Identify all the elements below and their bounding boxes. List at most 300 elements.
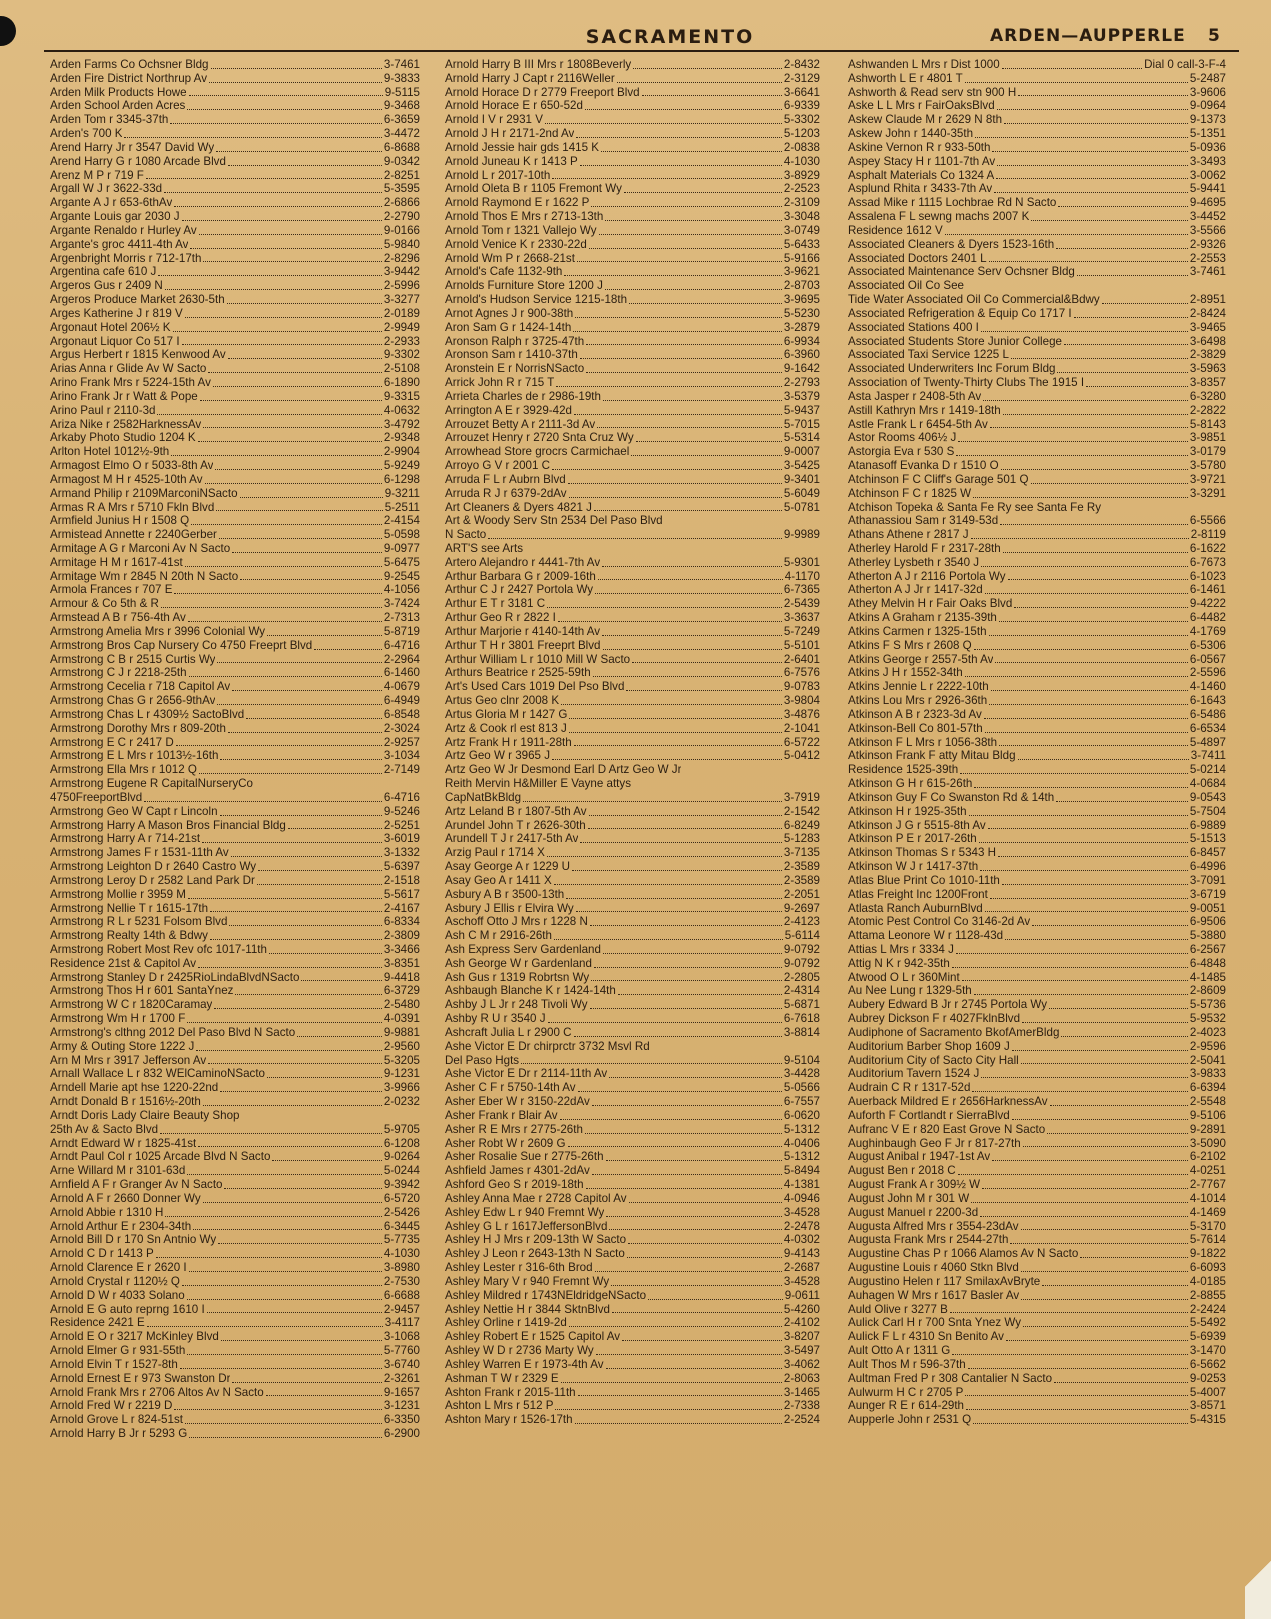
phone-number: 2-2793	[783, 376, 820, 390]
phone-number: 9-0977	[383, 541, 420, 555]
dot-leader	[157, 414, 381, 415]
phone-number: 3-9833	[1189, 1067, 1226, 1081]
dot-leader	[1011, 358, 1188, 359]
listing-name: Arn M Mrs r 3917 Jefferson Av	[50, 1053, 207, 1067]
phone-number: 3-6719	[1189, 887, 1226, 901]
dot-leader	[1002, 68, 1143, 69]
dot-leader	[314, 649, 382, 650]
listing-entry	[848, 182, 1226, 196]
listing-name: Atkinson P E r 2017-26th	[848, 832, 977, 846]
listing-entry	[445, 404, 820, 418]
dot-leader	[606, 1368, 782, 1369]
phone-number: 5-6114	[784, 929, 820, 943]
listing-entry	[50, 1344, 420, 1358]
phone-number: 6-3659	[383, 113, 420, 127]
phone-number: 2-8703	[783, 279, 820, 293]
listing-entry	[50, 611, 420, 625]
phone-number: 4-1460	[1189, 680, 1226, 694]
phone-number: 3-4062	[783, 1357, 820, 1371]
dot-leader	[586, 372, 782, 373]
phone-number: 6-3960	[783, 348, 820, 362]
listing-entry	[848, 1413, 1226, 1427]
phone-number: 3-8357	[1189, 376, 1226, 390]
dot-leader	[1042, 1285, 1188, 1286]
listing-entry	[50, 860, 420, 874]
dot-leader	[288, 828, 382, 829]
listing-entry	[445, 1303, 820, 1317]
listing-name: Aske L L Mrs r FairOaksBlvd	[848, 99, 995, 113]
phone-number: 5-4007	[1189, 1385, 1226, 1399]
listing-name: Armstrong Cecelia r 718 Capitol Av	[50, 680, 231, 694]
listing-name: Atkinson Thomas S r 5343 H	[848, 846, 997, 860]
dot-leader	[1023, 1326, 1188, 1327]
listing-name: Aulwurm H C r 2705 P	[848, 1385, 964, 1399]
listing-entry	[848, 1220, 1226, 1234]
phone-number: 3-5497	[783, 1344, 820, 1358]
listing-entry	[50, 445, 420, 459]
phone-number: 5-9532	[1189, 1012, 1226, 1026]
phone-number: 2-9949	[383, 320, 420, 334]
dot-leader	[210, 939, 382, 940]
listing-entry	[50, 431, 420, 445]
listing-entry	[848, 1040, 1226, 1054]
dot-leader	[547, 607, 782, 608]
dot-leader	[210, 911, 382, 912]
listing-entry	[848, 583, 1226, 597]
phone-number: 5-5492	[1189, 1316, 1226, 1330]
dot-leader	[170, 123, 382, 124]
dot-leader	[622, 1340, 782, 1341]
listing-entry	[50, 1192, 420, 1206]
dot-leader	[207, 1312, 382, 1313]
phone-number: 9-0051	[1189, 901, 1226, 915]
listing-name: Armitage H M r 1617-41st	[50, 555, 183, 569]
dot-leader	[624, 192, 782, 193]
dot-leader	[174, 1409, 381, 1410]
listing-entry	[445, 749, 820, 763]
phone-number: 3-1465	[783, 1385, 820, 1399]
listing-name: Arnold Clarence E r 2620 I	[50, 1261, 187, 1275]
phone-number: 3-1332	[383, 846, 420, 860]
listing-entry	[50, 1054, 420, 1068]
dot-leader	[626, 690, 781, 691]
listing-entry	[50, 708, 420, 722]
dot-leader	[187, 1299, 382, 1300]
dot-leader	[552, 759, 782, 760]
listing-entry	[50, 929, 420, 943]
dot-leader	[974, 787, 1188, 788]
dot-leader	[547, 856, 782, 857]
listing-name: Atchison Topeka & Santa Fe Ry see Santa Fe Ry	[848, 500, 1102, 514]
listing-name: Arnold Venice K r 2330-22d	[445, 237, 587, 251]
listing-entry	[848, 542, 1226, 556]
listing-name: Arnold I V r 2931 V	[445, 113, 543, 127]
listing-entry	[50, 915, 420, 929]
listing-name: Argus Herbert r 1815 Kenwood Av	[50, 348, 226, 362]
listing-name: Atkins Lou Mrs r 2926-36th	[848, 694, 988, 708]
listing-name: Arrick John R r 715 T	[445, 376, 555, 390]
listing-entry	[445, 514, 820, 528]
phone-number: 6-9506	[1189, 915, 1226, 929]
dot-leader	[165, 1216, 381, 1217]
listing-entry	[848, 1109, 1226, 1123]
listing-name: Arnold Wm P r 2668-21st	[445, 251, 575, 265]
listing-name: Augustine Chas P r 1066 Alamos Av N Sacto	[848, 1247, 1079, 1261]
dot-leader	[158, 275, 382, 276]
phone-number: 3-6019	[383, 832, 420, 846]
dot-leader	[575, 1423, 782, 1424]
listing-name: Asher Rosalie Sue r 2775-26th	[445, 1150, 604, 1164]
listing-name: Associated Cleaners & Dyers 1523-16th	[848, 237, 1055, 251]
listing-entry	[445, 1123, 820, 1137]
listing-entry	[445, 874, 820, 888]
phone-number: 6-3729	[383, 984, 420, 998]
phone-number: 6-9339	[783, 99, 820, 113]
listing-entry	[445, 390, 820, 404]
dot-leader	[1021, 1229, 1188, 1230]
listing-entry	[50, 293, 420, 307]
dot-leader	[578, 1395, 782, 1396]
listing-name: Arnold Harry B III Mrs r 1808Beverly	[445, 58, 632, 71]
listing-entry	[445, 169, 820, 183]
phone-number: 4-1056	[383, 583, 420, 597]
listing-entry	[50, 459, 420, 473]
phone-number: 6-5486	[1189, 707, 1226, 721]
dot-leader	[189, 1437, 382, 1438]
dot-leader	[246, 718, 382, 719]
dot-leader	[1005, 939, 1188, 940]
dot-leader	[956, 953, 1188, 954]
dot-leader	[973, 497, 1188, 498]
listing-name: Aronstein E r NorrisNSacto	[445, 362, 585, 376]
phone-number: 3-9621	[783, 265, 820, 279]
listing-name: Audiphone of Sacramento BkofAmerBldg	[848, 1025, 1060, 1039]
dot-leader	[1003, 552, 1188, 553]
dot-leader	[950, 1312, 1188, 1313]
listing-name: Armagost M H r 4525-10th Av	[50, 472, 203, 486]
dot-leader	[576, 911, 782, 912]
listing-name: Ashfield James r 4301-2dAv	[445, 1164, 590, 1178]
listing-name: Ashley Mary V r 940 Fremnt Wy	[445, 1274, 610, 1288]
listing-name: Asbury A B r 3500-13th	[445, 887, 565, 901]
phone-number: 6-4716	[383, 790, 420, 804]
listing-name: Associated Taxi Service 1225 L	[848, 348, 1009, 362]
listing-name: Aupperle John r 2531 Q	[848, 1413, 972, 1427]
listing-entry	[50, 542, 420, 556]
listing-entry	[50, 556, 420, 570]
dot-leader	[627, 1257, 782, 1258]
phone-number: 3-7424	[383, 597, 420, 611]
listing-name: Ashley H J Mrs r 209-13th W Sacto	[445, 1233, 627, 1247]
listing-entry	[445, 418, 820, 432]
listing-entry	[50, 639, 420, 653]
dot-leader	[160, 1133, 382, 1134]
listing-name: Atkinson W J r 1417-37th	[848, 860, 979, 874]
dot-leader	[555, 1409, 781, 1410]
listing-entry	[445, 1247, 820, 1261]
phone-number: 4-0632	[383, 403, 420, 417]
dot-leader	[974, 994, 1188, 995]
phone-number: 6-8548	[383, 707, 420, 721]
listing-entry	[50, 1303, 420, 1317]
listing-entry	[445, 72, 820, 86]
phone-number: 6-7576	[783, 666, 820, 680]
listing-name: Auld Olive r 3277 B	[848, 1302, 948, 1316]
listing-name: Atkinson G H r 615-26th	[848, 777, 973, 791]
listing-name: Atanasoff Evanka D r 1510 O	[848, 459, 999, 473]
phone-number: 2-3589	[783, 873, 820, 887]
listing-name: Atherley Lysbeth r 3540 J	[848, 555, 980, 569]
listing-name: Association of Twenty-Thirty Clubs The 1915 I	[848, 376, 1085, 390]
phone-number: 2-2424	[1189, 1302, 1226, 1316]
listing-name: Argante A J r 653-6thAv	[50, 196, 173, 210]
phone-number: 2-7767	[1189, 1178, 1226, 1192]
listing-entry	[848, 1303, 1226, 1317]
phone-number: 2-7338	[783, 1399, 820, 1413]
listing-name: ART'S see Arts	[445, 541, 524, 555]
phone-number: 6-8249	[783, 818, 820, 832]
dot-leader	[593, 676, 782, 677]
dot-leader	[589, 248, 782, 249]
dot-leader	[609, 1077, 782, 1078]
dot-leader	[629, 303, 782, 304]
listing-name: Arthur C J r 2427 Portola Wy	[445, 583, 594, 597]
dot-leader	[1057, 372, 1187, 373]
phone-number: 5-8494	[783, 1164, 820, 1178]
listing-name: Aulick F L r 4310 Sn Benito Av	[848, 1330, 1004, 1344]
listing-entry	[848, 984, 1226, 998]
phone-number: 5-3205	[383, 1053, 420, 1067]
listing-name: Arend Harry G r 1080 Arcade Blvd	[50, 154, 226, 168]
dot-leader	[577, 261, 782, 262]
dot-leader	[1056, 801, 1188, 802]
listing-entry	[848, 1164, 1226, 1178]
listing-entry	[50, 1247, 420, 1261]
dot-leader	[962, 980, 1188, 981]
listing-name: Astorgia Eva r 530 S	[848, 445, 955, 459]
dot-leader	[1010, 1243, 1187, 1244]
listing-entry	[50, 653, 420, 667]
listing-entry	[50, 998, 420, 1012]
listing-name: Residence 21st & Capitol Av	[50, 956, 197, 970]
listing-name: Art & Woody Serv Stn 2534 Del Paso Blvd	[445, 514, 663, 528]
dot-leader	[965, 1395, 1188, 1396]
listing-name: Athans Athene r 2817 J	[848, 528, 969, 542]
phone-number: 9-3942	[383, 1178, 420, 1192]
listing-entry	[50, 182, 420, 196]
phone-number: 3-4528	[783, 1274, 820, 1288]
phone-number: 6-1643	[1189, 694, 1226, 708]
phone-number: 3-9851	[1189, 431, 1226, 445]
listing-entry	[848, 169, 1226, 183]
dot-leader	[1054, 1382, 1188, 1383]
listing-entry	[445, 1316, 820, 1330]
listing-entry	[445, 583, 820, 597]
phone-number: 9-3401	[783, 472, 820, 486]
phone-number: 5-2511	[384, 500, 420, 514]
listing-name: Asay Geo A r 1411 X	[445, 873, 552, 887]
dot-leader	[554, 884, 782, 885]
listing-name: Artus Geo clnr 2008 K	[445, 694, 560, 708]
dot-leader	[240, 579, 382, 580]
listing-entry	[445, 335, 820, 349]
dot-leader	[997, 165, 1188, 166]
listing-entry	[445, 957, 820, 971]
phone-number: 3-3048	[783, 210, 820, 224]
phone-number: 3-2879	[783, 320, 820, 334]
listing-entry	[50, 418, 420, 432]
listing-entry	[848, 1178, 1226, 1192]
listing-entry	[445, 653, 820, 667]
listing-entry	[848, 1316, 1226, 1330]
dot-leader	[595, 593, 782, 594]
listing-entry	[50, 514, 420, 528]
listing-entry	[50, 902, 420, 916]
dot-leader	[189, 676, 382, 677]
phone-number: 2-1542	[783, 804, 820, 818]
dot-leader	[218, 1243, 382, 1244]
listing-name: Armstrong R L r 5231 Folsom Blvd	[50, 915, 228, 929]
dot-leader	[174, 206, 382, 207]
phone-number: 6-0567	[1189, 652, 1226, 666]
listing-name: Armstrong's clthng 2012 Del Paso Blvd N Sacto	[50, 1025, 296, 1039]
listing-entry	[445, 611, 820, 625]
dot-leader	[598, 579, 783, 580]
dot-leader	[1050, 1105, 1188, 1106]
listing-name: Arthur T H r 3801 Freeprt Blvd	[445, 638, 601, 652]
listing-name: Askew Claude M r 2629 N 8th	[848, 113, 1003, 127]
dot-leader	[208, 1063, 382, 1064]
listing-entry	[848, 1358, 1226, 1372]
phone-number: 6-2567	[1189, 943, 1226, 956]
phone-number: 6-0620	[783, 1108, 820, 1122]
listing-name: Arnold Ernest E r 973 Swanston Dr	[50, 1371, 231, 1385]
dot-leader	[997, 109, 1188, 110]
listing-entry	[50, 127, 420, 141]
listing-entry	[50, 971, 420, 985]
listing-entry	[445, 1137, 820, 1151]
listing-entry	[445, 597, 820, 611]
listing-entry	[848, 680, 1226, 694]
phone-number: 6-4848	[1189, 956, 1226, 970]
listing-name: Arnold Horace D r 2779 Freeport Blvd	[445, 85, 640, 99]
dot-leader	[580, 165, 782, 166]
listing-entry	[445, 1012, 820, 1026]
listing-entry	[50, 224, 420, 238]
listing-name: Armstrong C B r 2515 Curtis Wy	[50, 652, 216, 666]
listing-name: Arnold Fred W r 2219 D	[50, 1399, 173, 1413]
dot-leader	[1074, 317, 1188, 318]
phone-number: 5-6049	[783, 486, 820, 500]
listing-name: Residence 1612 V	[848, 223, 943, 237]
listing-entry	[445, 736, 820, 750]
listing-entry	[445, 832, 820, 846]
listing-name: Armfield Junius H r 1508 Q	[50, 514, 190, 528]
dot-leader	[188, 621, 382, 622]
phone-number: 3-9721	[1189, 472, 1226, 486]
phone-number: 2-9457	[383, 1302, 420, 1316]
listing-name: Arnold J H r 2171-2nd Av	[445, 127, 575, 141]
listing-name: Arnold Abbie r 1310 H	[50, 1205, 164, 1219]
listing-name: Argonaut Liquor Co 517 I	[50, 334, 180, 348]
phone-number: 6-5722	[783, 735, 820, 749]
dot-leader	[958, 1174, 1188, 1175]
phone-number: 5-1283	[783, 832, 820, 846]
dot-leader	[590, 925, 782, 926]
listing-name: Armstrong James F r 1531-11th Av	[50, 846, 229, 860]
phone-number: 9-0264	[383, 1150, 420, 1164]
listing-name: Arundell T J r 2417-5th Av	[445, 832, 579, 846]
phone-number: 2-5548	[1189, 1095, 1226, 1109]
phone-number: 9-3833	[383, 71, 420, 85]
phone-number: 3-7135	[783, 846, 820, 860]
dot-leader	[994, 192, 1188, 193]
listing-entry	[50, 736, 420, 750]
phone-number: 3-9442	[383, 265, 420, 279]
phone-number: 5-4897	[1189, 735, 1226, 749]
dot-leader	[174, 593, 381, 594]
listing-name: Armstrong Bros Cap Nursery Co 4750 Freeprt Blvd	[50, 638, 313, 652]
listing-entry	[848, 1330, 1226, 1344]
dot-leader	[974, 649, 1188, 650]
dot-leader	[187, 109, 382, 110]
listing-entry	[848, 501, 1226, 515]
listing-entry	[848, 763, 1226, 777]
listing-name: Ashley Anna Mae r 2728 Capitol Av	[445, 1191, 627, 1205]
listing-name: Argonaut Hotel 206½ K	[50, 320, 171, 334]
listing-name: Ashton Frank r 2015-11th	[445, 1385, 576, 1399]
listing-entry	[848, 1372, 1226, 1386]
phone-number: 2-1041	[783, 721, 820, 735]
listing-entry	[445, 1026, 820, 1040]
phone-number: 4-1014	[1189, 1191, 1226, 1205]
phone-number: 2-8063	[783, 1371, 820, 1385]
dot-leader	[602, 566, 782, 567]
phone-number: 2-8432	[783, 58, 820, 71]
dot-leader	[189, 95, 383, 96]
dot-leader	[221, 1340, 382, 1341]
dot-leader	[575, 317, 782, 318]
dot-leader	[573, 331, 782, 332]
dot-leader	[205, 483, 382, 484]
dot-leader	[232, 690, 382, 691]
dot-leader	[603, 400, 782, 401]
listing-name: Arruda R J r 6379-2dAv	[445, 486, 567, 500]
phone-number: 6-6093	[1189, 1261, 1226, 1275]
dot-leader	[1000, 524, 1188, 525]
dot-leader	[569, 718, 781, 719]
listing-name: Ashby J L Jr r 248 Tivoli Wy	[445, 998, 588, 1012]
listing-entry	[848, 307, 1226, 321]
listing-entry	[445, 819, 820, 833]
listing-entry	[50, 763, 420, 777]
dot-leader	[209, 82, 382, 83]
listing-entry	[848, 1067, 1226, 1081]
dot-leader	[211, 68, 382, 69]
listing-name: Arden Farms Co Ochsner Bldg	[50, 58, 209, 71]
phone-number: 9-2891	[1189, 1122, 1226, 1136]
dot-leader	[198, 967, 382, 968]
listing-name: Armstrong Leroy D r 2582 Land Park Dr	[50, 873, 255, 887]
listing-entry	[445, 694, 820, 708]
listing-name: Armagost Elmo O r 5033-8th Av	[50, 459, 214, 473]
listing-name: Ashcraft Julia L r 2900 C	[445, 1025, 572, 1039]
dot-leader	[266, 1395, 382, 1396]
phone-number: 3-1231	[383, 1399, 420, 1413]
dot-leader	[984, 718, 1188, 719]
listing-name: Armstrong W C r 1820Caramay	[50, 998, 213, 1012]
listing-entry	[848, 265, 1226, 279]
